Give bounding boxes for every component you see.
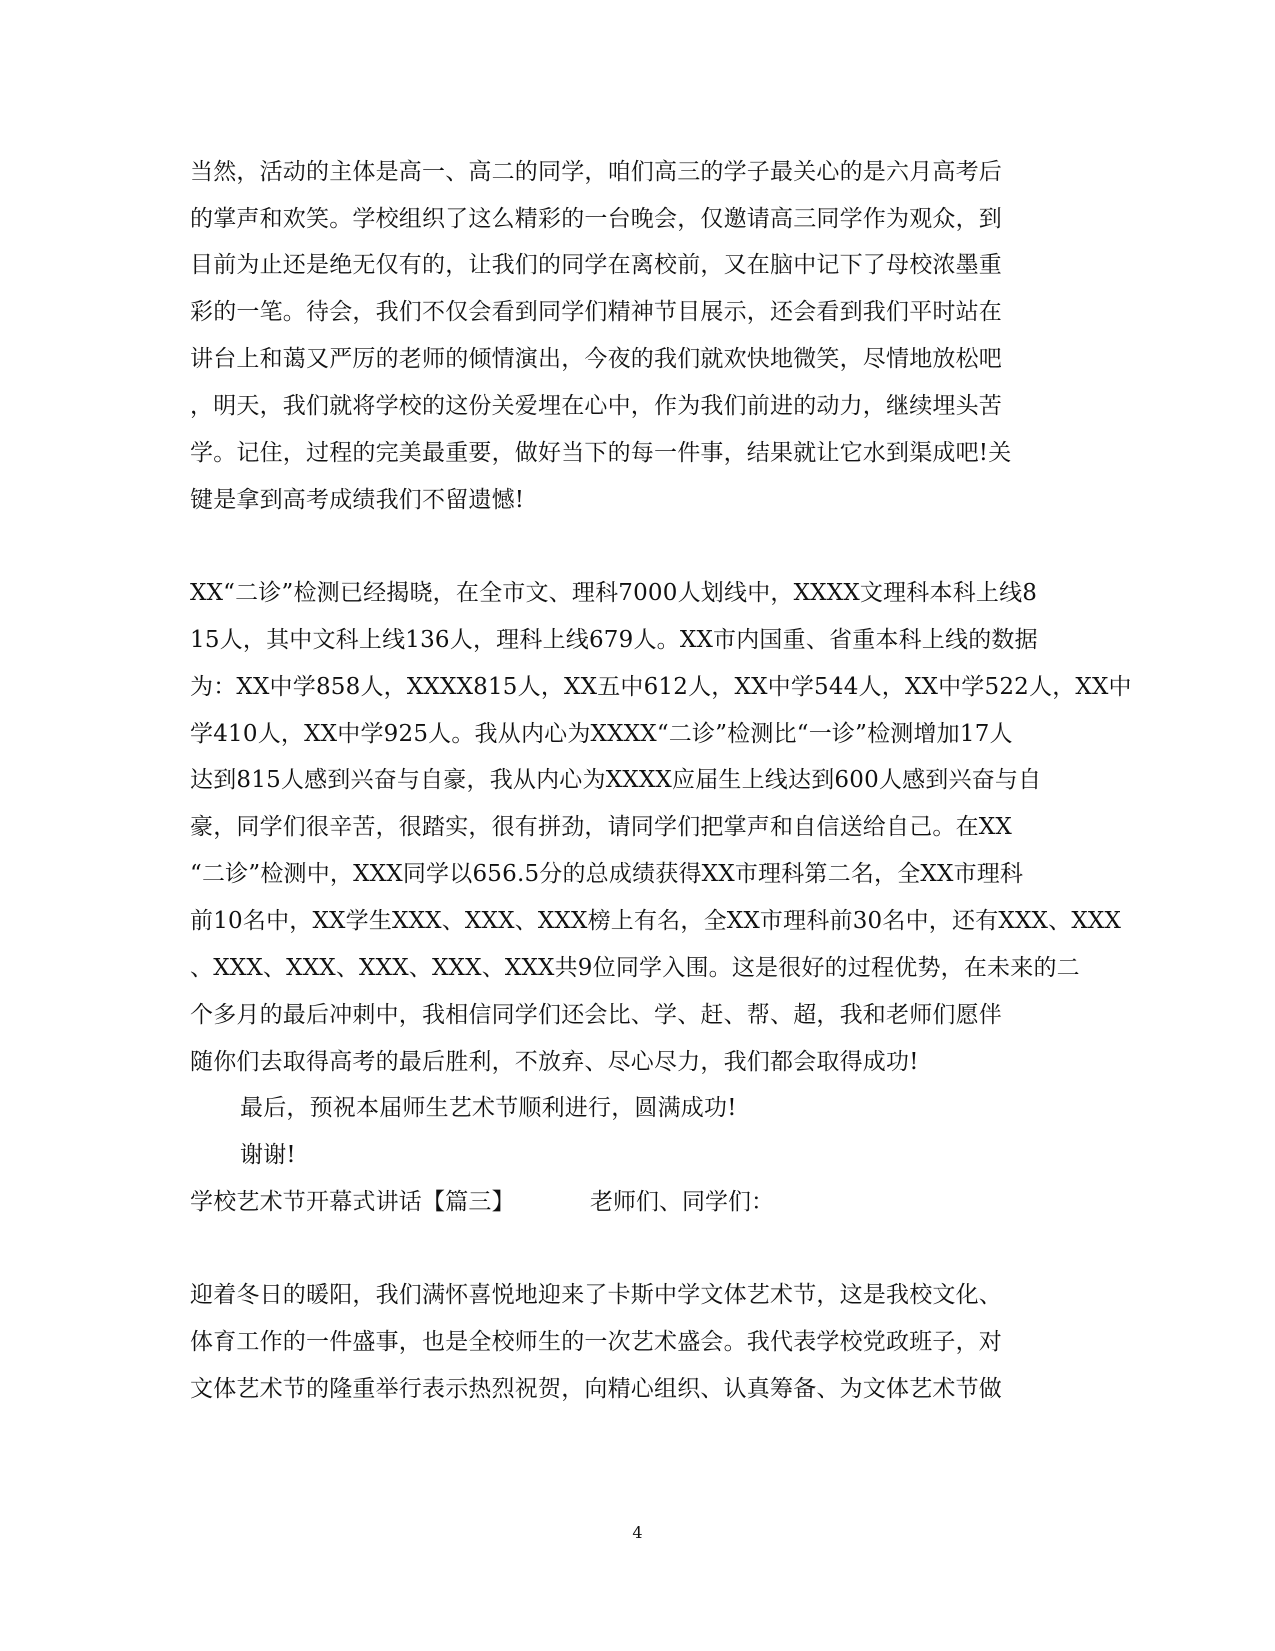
paragraph2-line: 为：XX中学858人，XXXX815人，XX五中612人，XX中学544人，XX中学522人，XX中 [190, 674, 1132, 700]
paragraph2-line: 学410人，XX中学925人。我从内心为XXXX“二诊”检测比“一诊”检测增加17人 [190, 721, 1013, 747]
section-greeting: 老师们、同学们： [590, 1189, 774, 1215]
section-title: 学校艺术节开幕式讲话【篇三】 [190, 1189, 515, 1215]
paragraph2-line: 达到815人感到兴奋与自豪，我从内心为XXXX应届生上线达到600人感到兴奋与自 [190, 767, 1042, 793]
paragraph1-line: 学。记住，过程的完美最重要，做好当下的每一件事，结果就让它水到渠成吧!关 [190, 440, 1012, 466]
paragraph1-line: ，明天，我们就将学校的这份关爱埋在心中，作为我们前进的动力，继续埋头苦 [190, 393, 1002, 419]
paragraph1-line: 键是拿到高考成绩我们不留遗憾! [190, 487, 525, 513]
page-number: 4 [632, 1523, 643, 1542]
paragraph2-line: 15人，其中文科上线136人，理科上线679人。XX市内国重、省重本科上线的数据 [190, 627, 1038, 653]
paragraph2-line: 随你们去取得高考的最后胜利，不放弃、尽心尽力，我们都会取得成功! [190, 1049, 919, 1075]
paragraph2-line: 个多月的最后冲刺中，我相信同学们还会比、学、赶、帮、超，我和老师们愿伴 [190, 1002, 1002, 1028]
paragraph1-line: 讲台上和蔼又严厉的老师的倾情演出，今夜的我们就欢快地微笑，尽情地放松吧 [190, 346, 1002, 372]
paragraph1-line: 的掌声和欢笑。学校组织了这么精彩的一台晚会，仅邀请高三同学作为观众，到 [190, 206, 1002, 232]
paragraph3-line: 文体艺术节的隆重举行表示热烈祝贺，向精心组织、认真筹备、为文体艺术节做 [190, 1376, 1002, 1402]
paragraph3-line: 迎着冬日的暖阳，我们满怀喜悦地迎来了卡斯中学文体艺术节，这是我校文化、 [190, 1282, 1002, 1308]
closing-line: 最后，预祝本届师生艺术节顺利进行，圆满成功! [240, 1095, 737, 1121]
paragraph2-line: 豪，同学们很辛苦，很踏实，很有拼劲，请同学们把掌声和自信送给自己。在XX [190, 814, 1012, 840]
paragraph1-line: 彩的一笔。待会，我们不仅会看到同学们精神节目展示，还会看到我们平时站在 [190, 299, 1002, 325]
paragraph2-line: “二诊”检测中，XXX同学以656.5分的总成绩获得XX市理科第二名，全XX市理科 [190, 861, 1024, 887]
paragraph2-line: XX“二诊”检测已经揭晓，在全市文、理科7000人划线中，XXXX文理科本科上线8 [190, 580, 1038, 606]
paragraph3-line: 体育工作的一件盛事，也是全校师生的一次艺术盛会。我代表学校党政班子，对 [190, 1329, 1002, 1355]
paragraph2-line: 前10名中，XX学生XXX、XXX、XXX榜上有名，全XX市理科前30名中，还有XXX、XXX [190, 908, 1122, 934]
paragraph1-line: 当然，活动的主体是高一、高二的同学，咱们高三的学子最关心的是六月高考后 [190, 159, 1002, 185]
paragraph2-line: 、XXX、XXX、XXX、XXX、XXX共9位同学入围。这是很好的过程优势，在未来的二 [190, 955, 1080, 981]
closing-line: 谢谢! [240, 1142, 296, 1168]
paragraph1-line: 目前为止还是绝无仅有的，让我们的同学在离校前，又在脑中记下了母校浓墨重 [190, 252, 1002, 278]
